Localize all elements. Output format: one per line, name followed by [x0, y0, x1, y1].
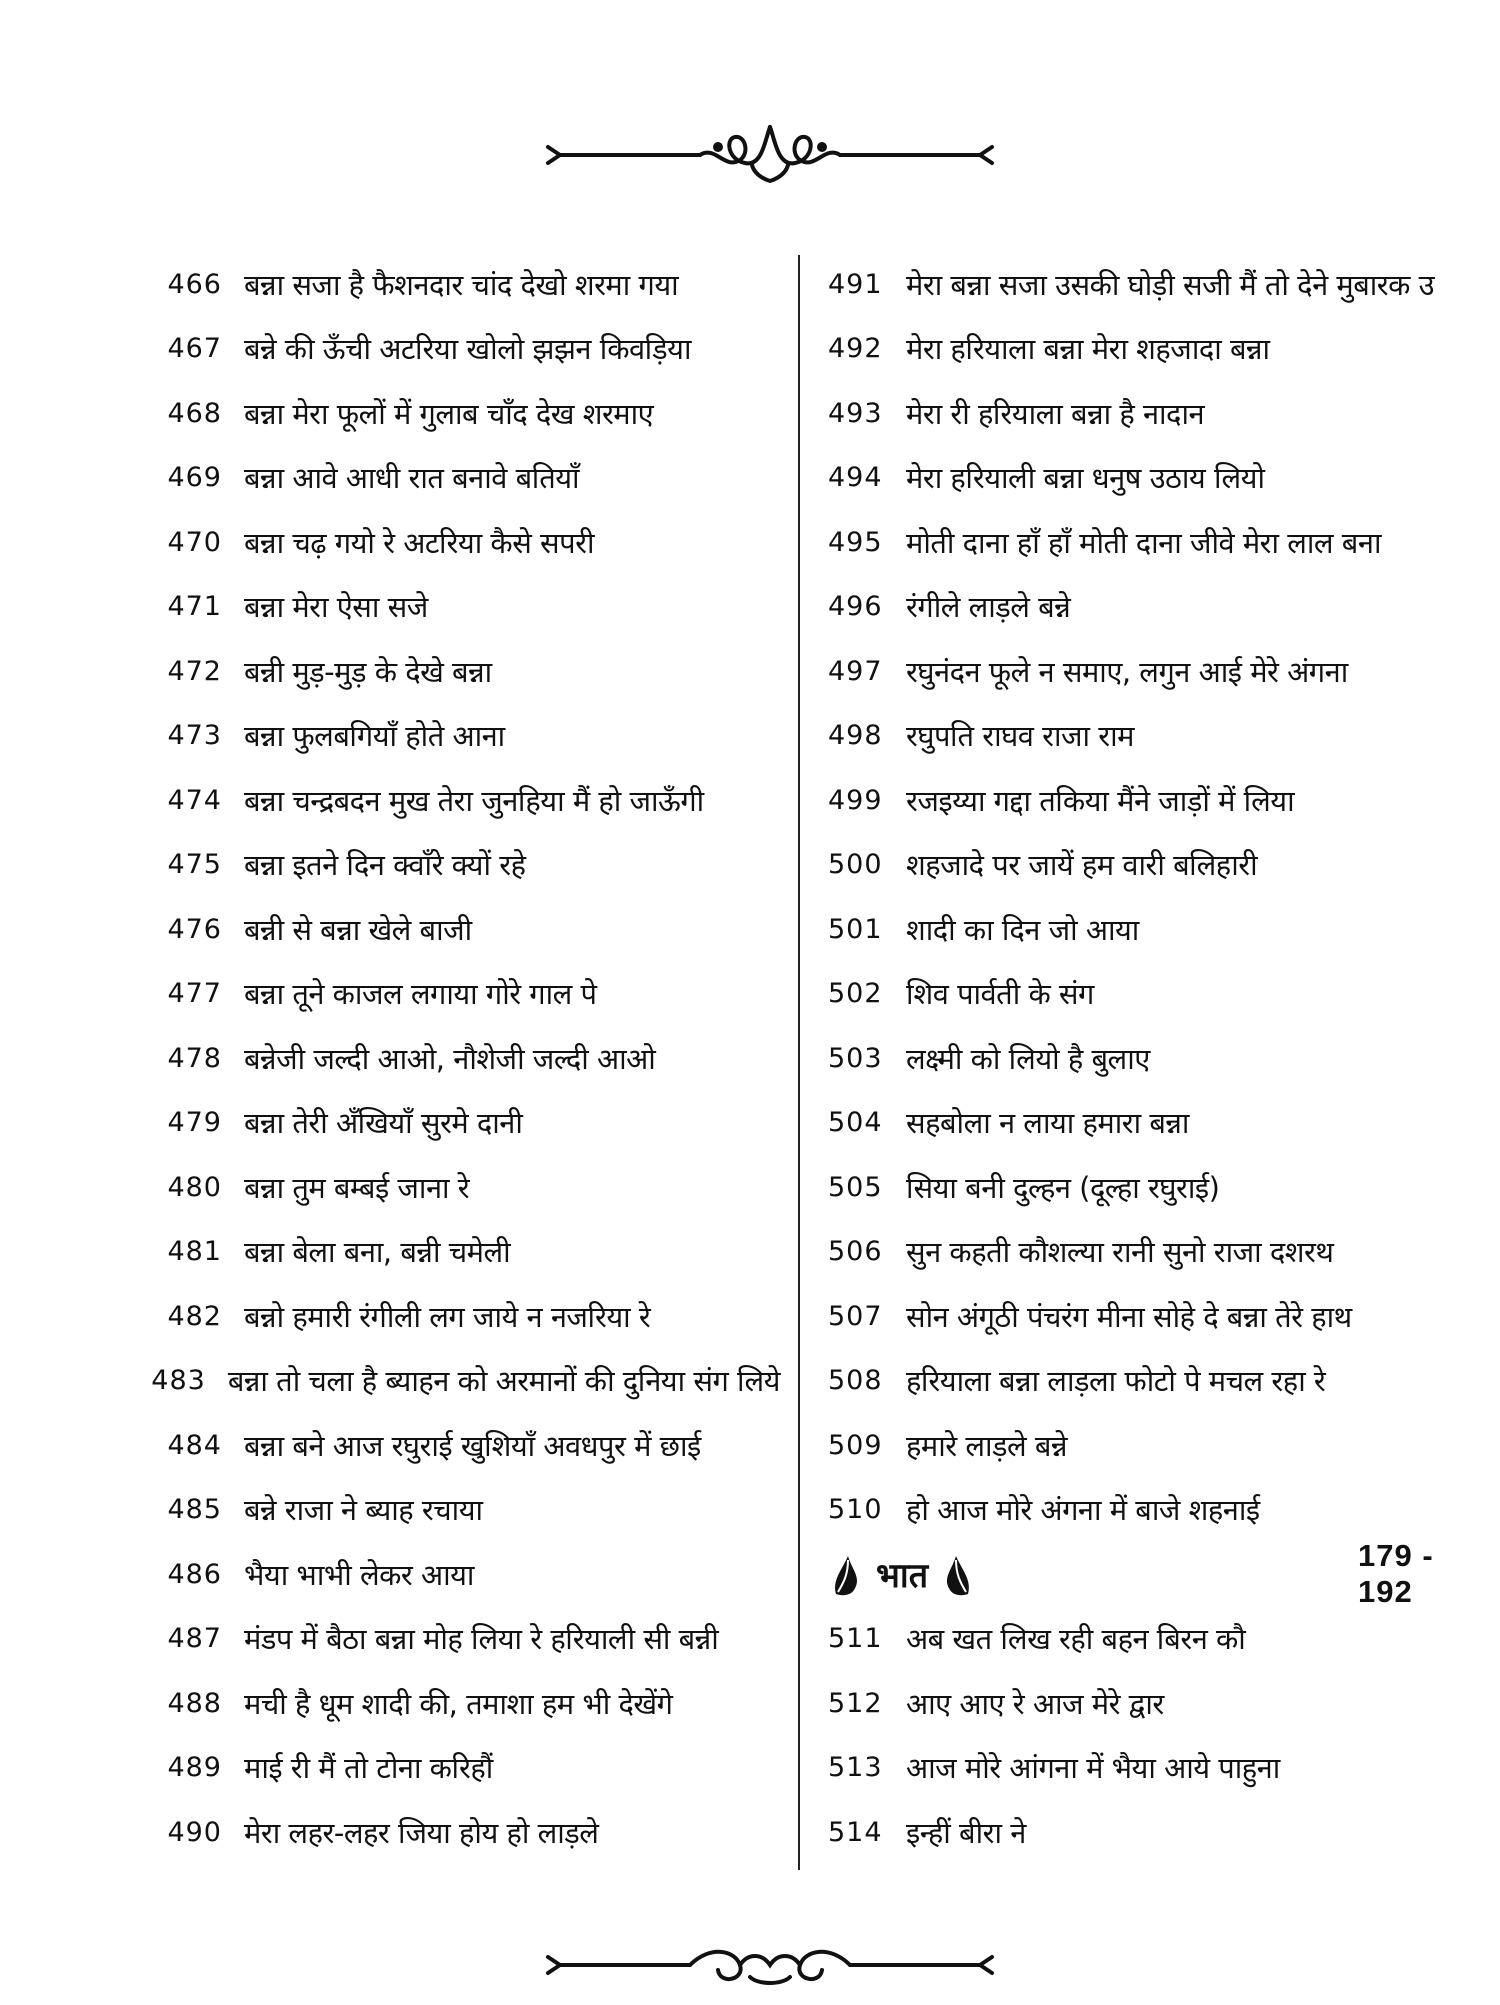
entry-number: 509	[828, 1429, 883, 1461]
entry-title: हमारे लाड़ले बन्ने	[906, 1428, 1067, 1463]
entry-number: 491	[828, 268, 883, 300]
toc-entry	[140, 639, 780, 704]
toc-entry	[828, 317, 1468, 382]
toc-entry	[828, 1091, 1468, 1156]
entry-number: 481	[167, 1236, 222, 1268]
entry-number: 483	[151, 1365, 206, 1397]
entry-title: बन्ना चढ़ गयो रे अटरिया कैसे सपरी	[244, 525, 594, 560]
entry-title: बन्नी मुड़-मुड़ के देखे बन्ना	[244, 654, 492, 689]
section-heading	[828, 1538, 1468, 1610]
entry-title: मेरा री हरियाला बन्ना है नादान	[906, 396, 1205, 431]
entry-number: 472	[167, 655, 222, 687]
toc-entry	[828, 704, 1468, 769]
entry-title: बन्ना मेरा फूलों में गुलाब चाँद देख शरमाए	[244, 396, 654, 431]
entry-number: 502	[828, 978, 883, 1010]
entry-title: सुन कहती कौशल्या रानी सुनो राजा दशरथ	[906, 1235, 1334, 1270]
toc-entry	[140, 575, 780, 640]
entry-number: 513	[828, 1752, 883, 1784]
top-ornament	[540, 115, 1000, 195]
entry-number: 504	[828, 1107, 883, 1139]
toc-entry	[140, 317, 780, 382]
toc-entry	[828, 768, 1468, 833]
toc-entry	[828, 1155, 1468, 1220]
entry-title: आए आए रे आज मेरे द्वार	[906, 1686, 1164, 1721]
toc-entry	[140, 1607, 780, 1672]
entry-title: बन्ना इतने दिन क्वाँरे क्यों रहे	[244, 848, 526, 883]
entry-title: सहबोला न लाया हमारा बन्ना	[906, 1106, 1189, 1141]
leaf-ornament-icon	[828, 1550, 868, 1598]
entry-number: 508	[828, 1365, 883, 1397]
entry-number: 511	[828, 1623, 883, 1655]
entry-number: 496	[828, 591, 883, 623]
entry-title: सिया बनी दुल्हन (दूल्हा रघुराई)	[906, 1170, 1220, 1205]
toc-entry	[140, 1736, 780, 1801]
section-title: भात	[876, 1556, 929, 1597]
entry-title: मेरा लहर-लहर जिया होय हो लाड़ले	[244, 1815, 599, 1850]
entry-title: रघुनंदन फूले न समाए, लगुन आई मेरे अंगना	[906, 654, 1348, 689]
toc-entry	[140, 1413, 780, 1478]
entry-title: बन्ना तो चला है ब्याहन को अरमानों की दुनिया संग लिये	[227, 1364, 780, 1399]
toc-entry	[140, 1284, 780, 1349]
toc-entry	[828, 381, 1468, 446]
toc-entry	[828, 897, 1468, 962]
entry-title: बन्ने की ऊँची अटरिया खोलो झझन किवड़िया	[244, 332, 691, 367]
entry-number: 471	[167, 591, 222, 623]
entry-title: भैया भाभी लेकर आया	[244, 1557, 474, 1592]
entry-title: रघुपति राघव राजा राम	[906, 719, 1134, 754]
toc-entry	[140, 1542, 780, 1607]
entry-number: 476	[167, 913, 222, 945]
entry-title: बन्ना बेला बना, बन्नी चमेली	[244, 1235, 511, 1270]
entry-title: बन्नो हमारी रंगीली लग जाये न नजरिया रे	[244, 1299, 651, 1334]
entry-number: 486	[167, 1558, 222, 1590]
entry-number: 506	[828, 1236, 883, 1268]
toc-entry	[828, 510, 1468, 575]
toc-entry	[140, 962, 780, 1027]
entry-number: 505	[828, 1171, 883, 1203]
entry-number: 475	[167, 849, 222, 881]
toc-entry	[828, 1607, 1468, 1672]
entry-title: सोन अंगूठी पंचरंग मीना सोहे दे बन्ना तेरे हाथ	[906, 1299, 1352, 1334]
entry-number: 507	[828, 1300, 883, 1332]
toc-entry	[828, 1413, 1468, 1478]
entry-title: हो आज मोरे अंगना में बाजे शहनाई	[906, 1493, 1260, 1528]
entry-title: इन्हीं बीरा ने	[906, 1815, 1026, 1850]
section-page-range: 179 - 192	[1358, 1538, 1434, 1610]
entry-title: बन्ना मेरा ऐसा सजे	[244, 590, 428, 625]
entry-title: बन्ना आवे आधी रात बनावे बतियाँ	[244, 461, 580, 496]
toc-entry	[828, 446, 1468, 511]
toc-entry	[828, 1026, 1468, 1091]
toc-entry	[140, 510, 780, 575]
bottom-ornament	[540, 1925, 1000, 2005]
entry-number: 487	[167, 1623, 222, 1655]
entry-number: 478	[167, 1042, 222, 1074]
entry-number: 466	[167, 268, 222, 300]
entry-title: रंगीले लाड़ले बन्ने	[906, 590, 1071, 625]
entry-number: 512	[828, 1687, 883, 1719]
entry-number: 482	[167, 1300, 222, 1332]
toc-entry	[140, 1800, 780, 1865]
toc-entry	[140, 768, 780, 833]
right-column	[828, 252, 1468, 1865]
entry-number: 470	[167, 526, 222, 558]
entry-title: बन्नी से बन्ना खेले बाजी	[244, 912, 472, 947]
toc-entry	[828, 1220, 1468, 1285]
entry-number: 500	[828, 849, 883, 881]
entry-number: 467	[167, 333, 222, 365]
entry-title: बन्ना बने आज रघुराई खुशियाँ अवधपुर में छाई	[244, 1428, 701, 1463]
entry-number: 474	[167, 784, 222, 816]
toc-entry	[140, 897, 780, 962]
entry-title: अब खत लिख रही बहन बिरन कौ	[906, 1622, 1246, 1657]
toc-entry	[140, 1349, 780, 1414]
toc-entry	[140, 1671, 780, 1736]
entry-title: बन्ना तेरी अँखियाँ सुरमे दानी	[244, 1106, 523, 1141]
entry-title: शादी का दिन जो आया	[906, 912, 1139, 947]
entry-number: 501	[828, 913, 883, 945]
entry-title: बन्ने राजा ने ब्याह रचाया	[244, 1493, 483, 1528]
entry-title: माई री मैं तो टोना करिहौं	[244, 1751, 493, 1786]
toc-entry	[828, 1349, 1468, 1414]
entry-title: मची है धूम शादी की, तमाशा हम भी देखेंगे	[244, 1686, 673, 1721]
entry-number: 480	[167, 1171, 222, 1203]
entry-title: शिव पार्वती के संग	[906, 977, 1094, 1012]
entry-number: 493	[828, 397, 883, 429]
entry-number: 510	[828, 1494, 883, 1526]
entry-number: 497	[828, 655, 883, 687]
entry-number: 498	[828, 720, 883, 752]
entry-title: मेरा बन्ना सजा उसकी घोड़ी सजी मैं तो देने मुबारक उ	[906, 267, 1435, 302]
left-column	[140, 252, 780, 1865]
entry-number: 490	[167, 1816, 222, 1848]
entry-number: 485	[167, 1494, 222, 1526]
toc-entry	[140, 1155, 780, 1220]
toc-entry	[140, 833, 780, 898]
toc-entry	[140, 1091, 780, 1156]
entry-number: 469	[167, 462, 222, 494]
entry-title: शहजादे पर जायें हम वारी बलिहारी	[906, 848, 1258, 883]
toc-entry	[828, 1671, 1468, 1736]
entry-number: 514	[828, 1816, 883, 1848]
toc-entry	[140, 1478, 780, 1543]
toc-entry	[828, 1284, 1468, 1349]
entry-number: 479	[167, 1107, 222, 1139]
toc-entry	[828, 1736, 1468, 1801]
toc-entry	[828, 1478, 1468, 1543]
entry-title: मंडप में बैठा बन्ना मोह लिया रे हरियाली सी बन्नी	[244, 1622, 719, 1657]
entry-title: बन्ना फुलबगियाँ होते आना	[244, 719, 505, 754]
entry-title: बन्नेजी जल्दी आओ, नौशेजी जल्दी आओ	[244, 1041, 656, 1076]
toc-entry	[140, 704, 780, 769]
toc-entry	[828, 833, 1468, 898]
entry-title: मोती दाना हाँ हाँ मोती दाना जीवे मेरा लाल बना	[906, 525, 1381, 560]
toc-entry	[140, 1026, 780, 1091]
toc-entry	[140, 252, 780, 317]
entry-title: बन्ना तूने काजल लगाया गोरे गाल पे	[244, 977, 597, 1012]
toc-entry	[828, 575, 1468, 640]
toc-entry	[828, 1800, 1468, 1865]
leaf-ornament-icon	[936, 1550, 976, 1598]
entry-number: 488	[167, 1687, 222, 1719]
entry-title: बन्ना चन्द्रबदन मुख तेरा जुनहिया मैं हो जाऊँगी	[244, 783, 704, 818]
entry-title: लक्ष्मी को लियो है बुलाए	[906, 1041, 1150, 1076]
entry-title: रजइय्या गद्दा तकिया मैंने जाड़ों में लिया	[906, 783, 1295, 818]
toc-entry	[828, 962, 1468, 1027]
entry-title: मेरा हरियाला बन्ना मेरा शहजादा बन्ना	[906, 332, 1270, 367]
entry-number: 484	[167, 1429, 222, 1461]
toc-entry	[140, 381, 780, 446]
entry-number: 489	[167, 1752, 222, 1784]
toc-entry	[828, 252, 1468, 317]
toc-entry	[140, 446, 780, 511]
toc-entry	[828, 639, 1468, 704]
entry-title: हरियाला बन्ना लाड़ला फोटो पे मचल रहा रे	[906, 1364, 1326, 1399]
toc-entry	[140, 1220, 780, 1285]
column-divider	[798, 255, 800, 1870]
entry-number: 473	[167, 720, 222, 752]
entry-title: बन्ना तुम बम्बई जाना रे	[244, 1170, 470, 1205]
entry-number: 495	[828, 526, 883, 558]
entry-number: 499	[828, 784, 883, 816]
entry-title: बन्ना सजा है फैशनदार चांद देखो शरमा गया	[244, 267, 679, 302]
entry-number: 477	[167, 978, 222, 1010]
entry-number: 494	[828, 462, 883, 494]
entry-number: 468	[167, 397, 222, 429]
entry-title: आज मोरे आंगना में भैया आये पाहुना	[906, 1751, 1280, 1786]
entry-number: 503	[828, 1042, 883, 1074]
entry-title: मेरा हरियाली बन्ना धनुष उठाय लियो	[906, 461, 1265, 496]
entry-number: 492	[828, 333, 883, 365]
